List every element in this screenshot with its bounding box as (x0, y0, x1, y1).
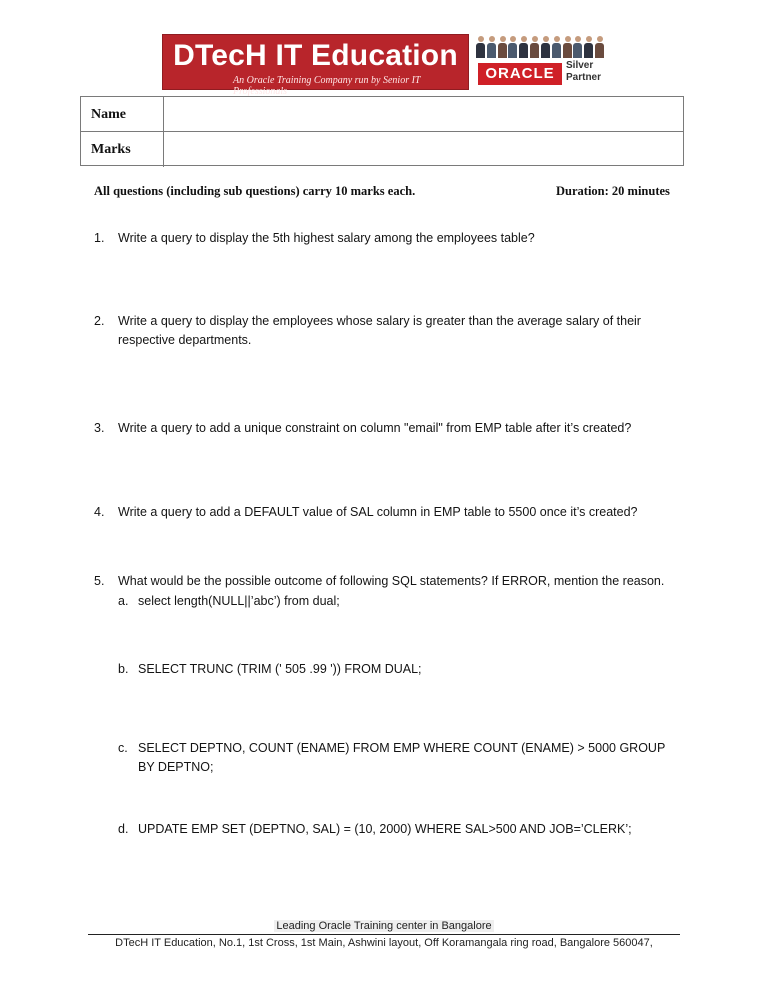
question-text: Write a query to display the employees whose salary is greater than the average salary of their respective departments. (118, 314, 641, 347)
person-icon (519, 36, 528, 58)
name-label: Name (91, 107, 126, 122)
subquestion-label: d. (118, 822, 129, 836)
name-field[interactable] (163, 97, 683, 131)
person-icon (552, 36, 561, 58)
oracle-logo: ORACLE (478, 63, 562, 85)
person-icon (584, 36, 593, 58)
subquestion-label: b. (118, 662, 129, 676)
subquestion-text: SELECT DEPTNO, COUNT (ENAME) FROM EMP WHERE COUNT (ENAME) > 5000 GROUP BY DEPTNO; (138, 741, 666, 774)
student-info-table (80, 96, 684, 166)
question-number: 1. (94, 231, 105, 245)
person-icon (541, 36, 550, 58)
footer-divider (88, 934, 680, 935)
footer-tagline-text: Leading Oracle Training center in Bangalore (276, 920, 492, 932)
question-number: 2. (94, 314, 105, 328)
subquestion-label: a. (118, 594, 129, 608)
marks-label: Marks (91, 142, 131, 157)
question-number: 3. (94, 421, 105, 435)
team-photo-strip (476, 34, 604, 58)
marks-field[interactable] (163, 132, 683, 167)
subquestion-text: UPDATE EMP SET (DEPTNO, SAL) = (10, 2000) WHERE SAL>500 AND JOB=’CLERK’; (138, 822, 632, 836)
footer-address: DTecH IT Education, No.1, 1st Cross, 1st Main, Ashwini layout, Off Koramangala ring road, Bangalore 560047, (115, 937, 653, 949)
subquestion-text: SELECT TRUNC (TRIM (' 505 .99 ')) FROM DUAL; (138, 662, 422, 676)
person-icon (487, 36, 496, 58)
question-text: Write a query to display the 5th highest salary among the employees table? (118, 231, 535, 245)
person-icon (530, 36, 539, 58)
question-text: Write a query to add a DEFAULT value of SAL column in EMP table to 5500 once it’s created? (118, 505, 638, 519)
question-text: What would be the possible outcome of following SQL statements? If ERROR, mention the reason. (118, 574, 665, 588)
marks-row (81, 132, 683, 167)
brand-title: DTecH IT Education (173, 39, 458, 72)
name-row (81, 97, 683, 132)
partner-line2: Partner (566, 72, 602, 83)
person-icon (498, 36, 507, 58)
subquestion-text: select length(NULL||’abc’) from dual; (138, 594, 340, 608)
question-text: Write a query to add a unique constraint on column "email" from EMP table after it’s created? (118, 421, 632, 435)
person-icon (573, 36, 582, 58)
question-number: 4. (94, 505, 105, 519)
person-icon (595, 36, 604, 58)
instructions: All questions (including sub questions) carry 10 marks each. (94, 184, 416, 198)
person-icon (563, 36, 572, 58)
brand-banner (162, 34, 469, 97)
subquestion-label: c. (118, 741, 128, 755)
question-number: 5. (94, 574, 105, 588)
brand-tagline: An Oracle Training Company run by Senior IT Professionals (233, 75, 421, 97)
person-icon (508, 36, 517, 58)
footer-tagline (0, 920, 768, 932)
partner-badge (566, 60, 606, 84)
partner-line1: Silver (566, 60, 594, 71)
duration: Duration: 20 minutes (556, 184, 670, 198)
person-icon (476, 36, 485, 58)
